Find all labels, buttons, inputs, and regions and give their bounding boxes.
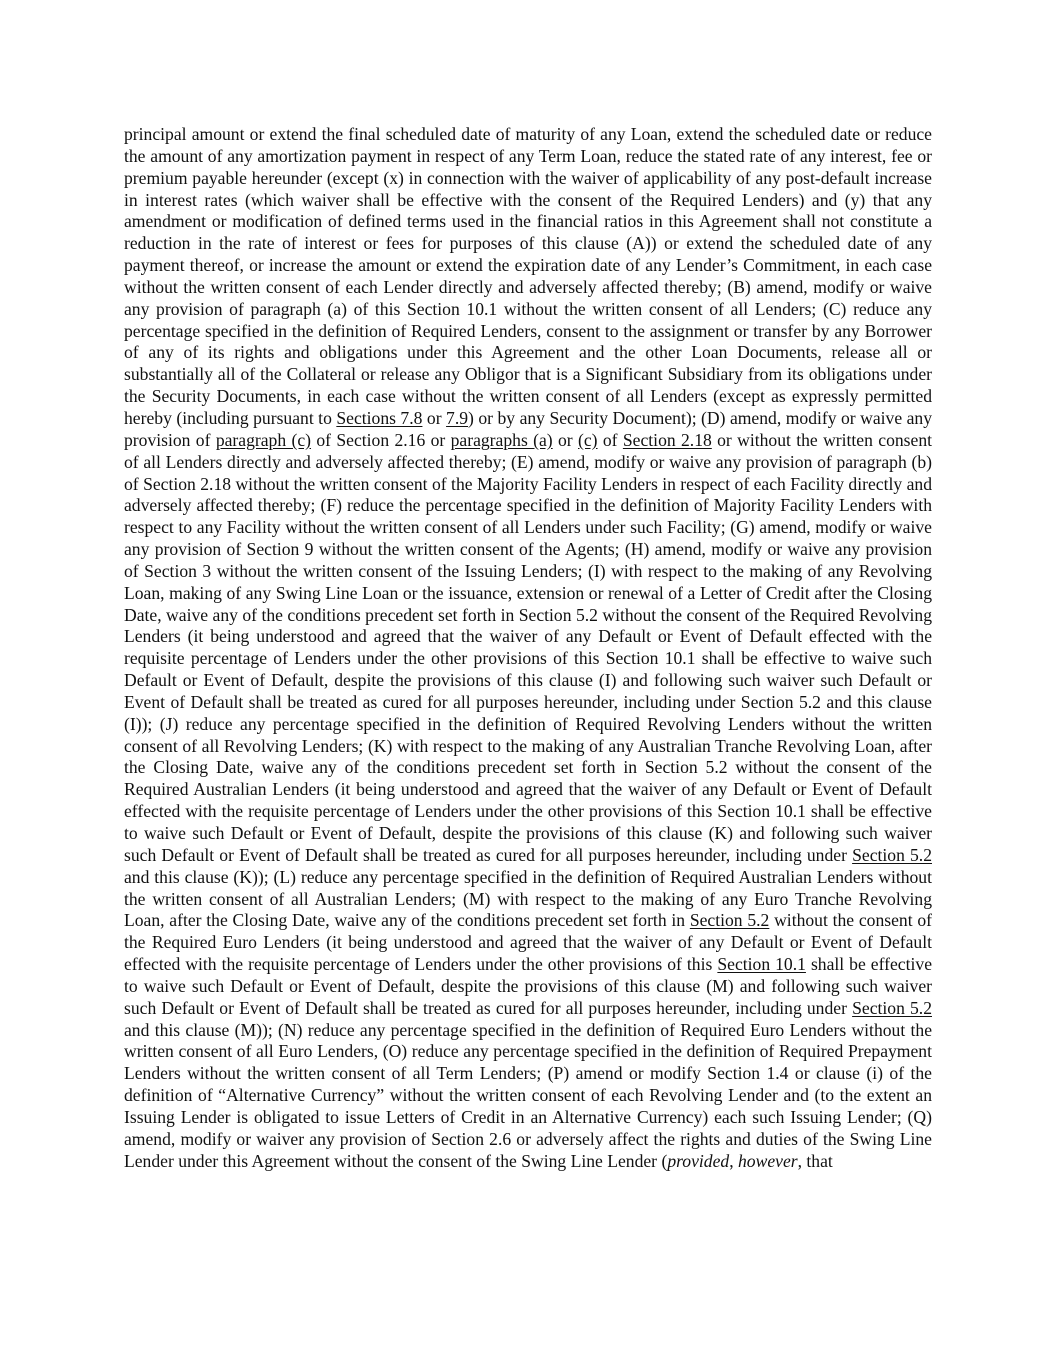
text-segment: or <box>552 429 579 450</box>
text-segment: and this clause (M)); (N) reduce any percentage specified in the definition of Required Euro Lenders without the written consent of all Euro Lenders, (O) reduce any percentage specified in the definition of Required Prepayment Lenders without the written consent of all Term Lenders; (P) amend or modify Section 1.4 or clause (i) of the definition of “Alternative Currency” without the written consent of each Revolving Lender and (to the extent an Issuing Lender is obligated to issue Letters of Credit in an Alternative Currency) each such Issuing Lender; (Q) amend, modify or waiver any provision of Section 2.6 or adversely affect the rights and duties of the Swing Line Lender under this Agreement without the consent of the Swing Line Lender ( <box>124 1019 932 1171</box>
section-reference: Section 10.1 <box>717 954 806 975</box>
section-reference: paragraph (c) <box>215 429 312 450</box>
section-reference: Section 5.2 <box>689 910 770 931</box>
section-reference: Section 5.2 <box>852 844 932 865</box>
text-segment: or without the written consent of all Lenders directly and adversely affected thereby; (E) amend, modify or waive any provision of paragraph (b) of Section 2.18 without the written consent of the Majority Facility Lenders in respect of each Facility directly and adversely affected thereby; (F) reduce the percentage specified in the definition of Majority Facility Lenders with respect to any Facility without the written consent of all Lenders under such Facility; (G) amend, modify or waive any provision of Section 9 without the written consent of the Agents; (H) amend, modify or waive any provision of Section 3 without the written consent of the Issuing Lenders; (I) with respect to the making of any Revolving Loan, making of any Swing Line Loan or the issuance, extension or renewal of a Letter of Credit after the Closing Date, waive any of the conditions precedent set forth in Section 5.2 without the consent of the Required Revolving Lenders (it being understood and agreed that the waiver of any Default or Event of Default effected with the requisite percentage of Lenders under the other provisions of this Section 10.1 shall be effective to waive such Default or Event of Default, despite the provisions of this clause (I) and following such waiver such Default or Event of Default shall be treated as cured for all purposes hereunder, including under Section 5.2 and this clause (I)); (J) reduce any percentage specified in the definition of Required Revolving Lenders without the written consent of all Revolving Lenders; (K) with respect to the making of any Australian Tranche Revolving Loan, after the Closing Date, waive any of the conditions precedent set forth in Section 5.2 without the consent of the Required Australian Lenders (it being understood and agreed that the waiver of any Default or Event of Default effected with the requisite percentage of Lenders under the other provisions of this Section 10.1 shall be effective to waive such Default or Event of Default, despite the provisions of this clause (K) and following such waiver such Default or Event of Default shall be treated as cured for all purposes hereunder, including under <box>124 429 932 865</box>
section-reference: Section 2.18 <box>622 429 712 450</box>
section-reference: Sections 7.8 <box>336 407 423 428</box>
document-page <box>124 124 932 1173</box>
body-paragraph <box>124 124 932 1173</box>
text-segment: of <box>597 429 623 450</box>
text-segment: or <box>422 407 447 428</box>
section-reference: (c) <box>578 429 598 450</box>
section-reference: paragraphs (a) <box>450 429 553 450</box>
text-segment: of Section 2.16 or <box>311 429 451 450</box>
text-segment: principal amount or extend the final scheduled date of maturity of any Loan, extend the scheduled date or reduce the amount of any amortization payment in respect of any Term Loan, reduce the stated rate of any interest, fee or premium payable hereunder (except (x) in connection with the waiver of applicability of any post-default increase in interest rates (which waiver shall be effective with the consent of the Required Lenders) and (y) that any amendment or modification of defined terms used in the financial ratios in this Agreement shall not constitute a reduction in the rate of interest or fees for purposes of this clause (A)) or extend the scheduled date of any payment thereof, or increase the amount or extend the expiration date of any Lender’s Commitment, in each case without the written consent of each Lender directly and adversely affected thereby; (B) amend, modify or waive any provision of paragraph (a) of this Section 10.1 without the written consent of all Lenders; (C) reduce any percentage specified in the definition of Required Lenders, consent to the assignment or transfer by any Borrower of any of its rights and obligations under this Agreement and the other Loan Documents, release all or substantially all of the Collateral or release any Obligor that is a Significant Subsidiary from its obligations under the Security Documents, in each case without the written consent of all Lenders (except as expressly permitted hereby (including pursuant to <box>124 124 932 428</box>
text-segment: and this clause (K)); (L) reduce any percentage specified in the definition of Required Australian Lenders without the written consent of all Australian Lenders; (M) with respect to the making of any Euro Tranche Revolving Loan, after the Closing Date, waive any of the conditions precedent set forth in <box>124 866 932 931</box>
italic-term: provided <box>667 1150 730 1171</box>
section-reference: Section 5.2 <box>852 997 932 1018</box>
text-segment: without the consent of the Required Euro Lenders (it being understood and agreed that the waiver of any Default or Event of Default effected with the requisite percentage of Lenders under the other provisions of this <box>124 910 933 975</box>
italic-term: however <box>738 1150 798 1171</box>
text-segment: shall be effective to waive such Default or Event of Default, despite the provisions of this clause (M) and following such waiver such Default or Event of Default shall be treated as cured for all purposes hereunder, including under <box>124 954 932 1018</box>
section-reference: 7.9 <box>446 407 469 428</box>
text-segment: , that <box>797 1150 833 1171</box>
text-segment: , <box>729 1150 738 1171</box>
text-segment: ) or by any Security Document); (D) amend, modify or waive any provision of <box>124 407 933 450</box>
